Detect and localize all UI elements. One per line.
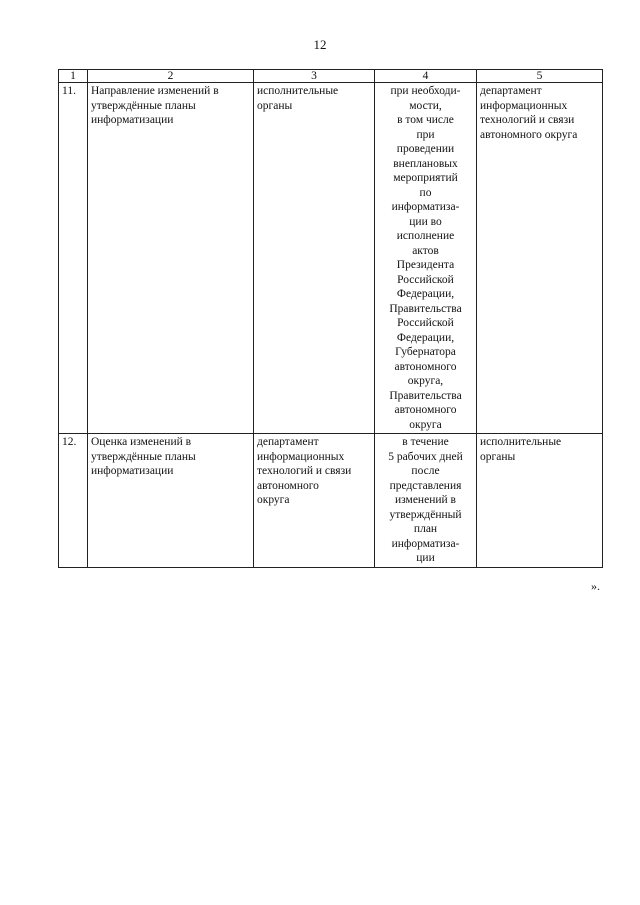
- action-cell-line: информатизации: [91, 114, 174, 126]
- responsible-cell-line: округа: [257, 494, 290, 506]
- table-row: [59, 434, 603, 568]
- deadline-cell-line: Федерации,: [396, 288, 455, 300]
- recipient-cell-line: технологий и связи: [480, 114, 575, 126]
- recipient-cell: [477, 434, 603, 568]
- header-col-3: 3: [254, 70, 375, 83]
- deadline-cell-line: округа: [409, 418, 442, 431]
- responsible-cell-line: органы: [257, 99, 293, 112]
- deadline-cell-line: округа,: [407, 375, 444, 387]
- table-body: [59, 83, 603, 568]
- deadline-cell-line: автономного: [394, 404, 457, 416]
- header-col-5: 5: [477, 70, 603, 83]
- recipient-cell-line: автономного округа: [480, 128, 578, 141]
- action-cell-line: утверждённые планы: [91, 99, 196, 112]
- deadline-cell-line: Правительства: [389, 389, 462, 402]
- deadline-cell-line: информатиза-: [391, 201, 460, 213]
- row-number-cell: 12.: [59, 434, 88, 568]
- deadline-cell-line: автономного: [394, 360, 457, 373]
- table-row: [59, 83, 603, 434]
- closing-quote-mark: ».: [591, 579, 600, 593]
- header-col-2: 2: [88, 70, 254, 83]
- deadline-cell-line: ции во: [409, 215, 442, 228]
- deadline-cell-line: изменений в: [395, 494, 456, 506]
- responsible-cell: [254, 83, 375, 434]
- deadline-cell: [375, 83, 477, 434]
- deadline-cell-line: ции: [416, 552, 435, 564]
- recipient-cell-line: департамент: [480, 85, 542, 97]
- responsible-cell-line: информационных: [257, 450, 345, 463]
- action-cell-line: Оценка изменений в: [91, 436, 192, 448]
- deadline-cell-line: внеплановых: [393, 157, 458, 170]
- deadline-cell-line: план: [413, 523, 438, 535]
- deadline-cell-line: 5 рабочих дней: [388, 450, 463, 463]
- deadline-cell-line: при необходи-: [390, 85, 461, 97]
- responsible-cell-line: исполнительные: [257, 85, 339, 97]
- row-number-cell: 11.: [59, 83, 88, 434]
- action-cell: [88, 434, 254, 568]
- deadline-cell-line: в течение: [402, 436, 449, 448]
- deadline-cell-line: утверждённый: [389, 508, 462, 521]
- responsible-cell-line: технологий и связи: [257, 465, 352, 477]
- deadline-cell-line: Правительства: [389, 302, 462, 315]
- responsible-cell-line: автономного: [257, 479, 319, 492]
- deadline-cell-line: при: [416, 128, 435, 141]
- header-col-1: 1: [59, 70, 88, 83]
- action-cell-line: Направление изменений в: [91, 85, 219, 97]
- deadline-cell-line: информатиза-: [391, 537, 460, 550]
- table-header-row: [59, 70, 603, 83]
- deadline-cell-line: по: [419, 186, 432, 199]
- deadline-cell-line: Президента: [396, 259, 455, 271]
- responsible-cell-line: департамент: [257, 436, 319, 448]
- recipient-cell-line: органы: [480, 450, 516, 463]
- recipient-cell: [477, 83, 603, 434]
- procedure-table: [58, 69, 603, 568]
- page-number: 12: [313, 37, 327, 52]
- action-cell-line: утверждённые планы: [91, 450, 196, 463]
- deadline-cell: [375, 434, 477, 568]
- deadline-cell-line: мероприятий: [393, 172, 458, 184]
- deadline-cell-line: исполнение: [396, 230, 455, 242]
- deadline-cell-line: в том числе: [397, 114, 454, 126]
- recipient-cell-line: информационных: [480, 99, 568, 112]
- deadline-cell-line: мости,: [409, 99, 442, 112]
- deadline-cell-line: проведении: [396, 143, 455, 155]
- deadline-cell-line: Российской: [397, 317, 454, 329]
- responsible-cell: [254, 434, 375, 568]
- header-col-4: 4: [375, 70, 477, 83]
- deadline-cell-line: Федерации,: [396, 331, 455, 344]
- deadline-cell-line: актов: [412, 244, 439, 257]
- recipient-cell-line: исполнительные: [480, 436, 562, 448]
- deadline-cell-line: после: [411, 465, 440, 477]
- deadline-cell-line: Губернатора: [395, 346, 456, 358]
- action-cell-line: информатизации: [91, 465, 174, 477]
- deadline-cell-line: представления: [389, 479, 462, 492]
- action-cell: [88, 83, 254, 434]
- deadline-cell-line: Российской: [397, 273, 454, 286]
